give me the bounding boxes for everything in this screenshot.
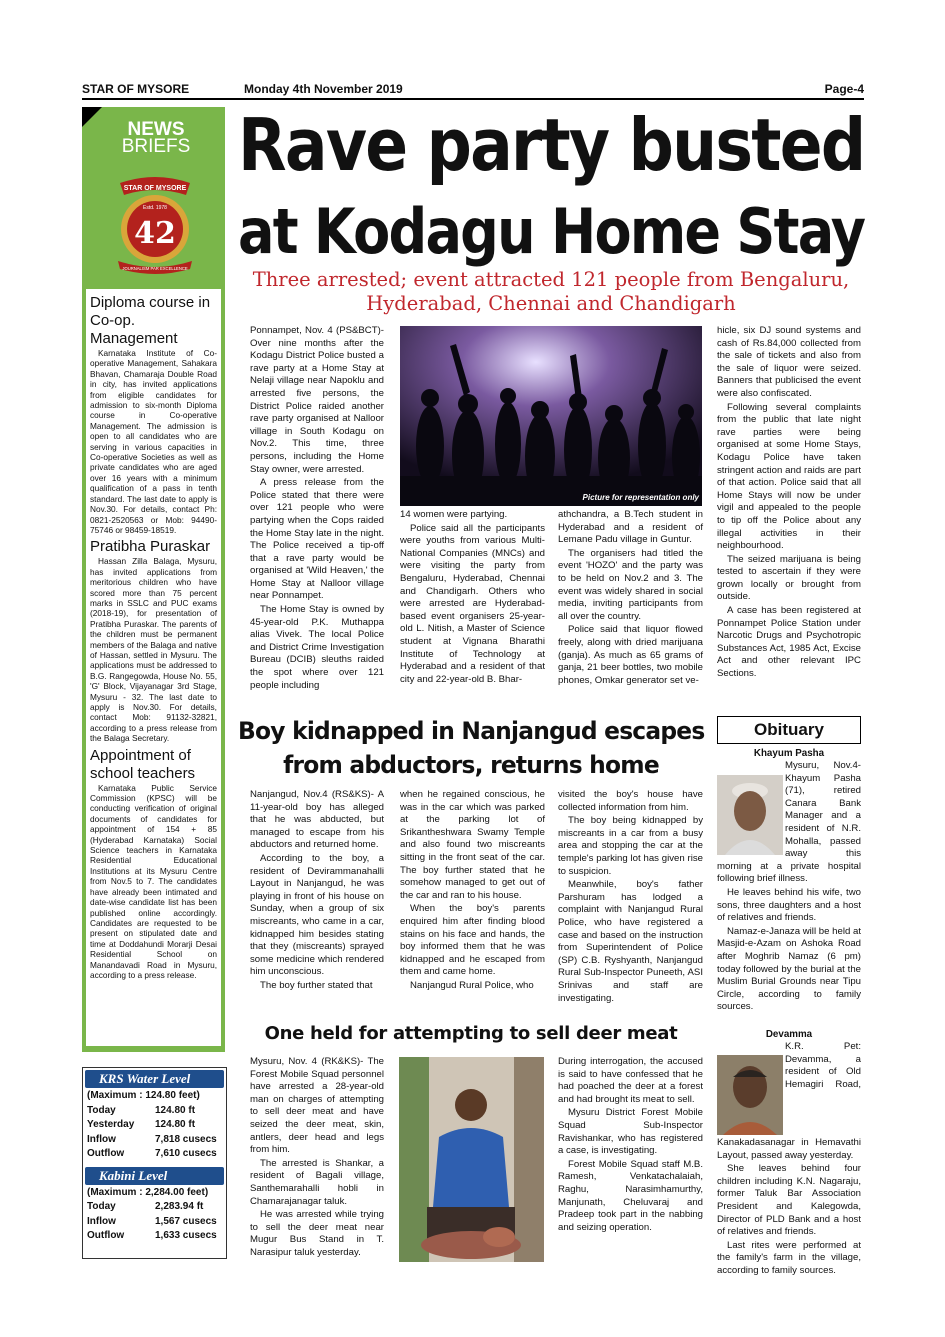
lead-subheadline xyxy=(238,268,864,316)
paragraph: Namaz-e-Janaza will be held at Masjid-e-Azam on Ashoka Road after Moghrib Namaz (6 pm) today followed by the burial at the Muslim Burial Grounds near Tipu Circle, according to family sources. xyxy=(717,925,861,1013)
paragraph: Following several complaints from the public that late night rave parties were being organised at some Home Stays, Kodagu Police have taken stringent action and raids are part of that action. Police said that all Home Stays will now be under vigil and appealed to the people to tip off the Police about any illegal activities in their neighbourhood. xyxy=(717,401,861,552)
kidnap-headline-line2: from abductors, returns home xyxy=(283,751,659,779)
paragraph: Nanjangud Rural Police, who xyxy=(410,979,534,991)
paragraph xyxy=(717,1041,861,1162)
lead-column-2 xyxy=(400,509,545,687)
row-label: Inflow xyxy=(87,1133,116,1145)
krs-row xyxy=(83,1134,226,1149)
paragraph: Last rites were performed at the family's farm in the village, according to family sources. xyxy=(717,1239,861,1276)
krs-row xyxy=(83,1119,226,1134)
obit-name-2: Devamma xyxy=(765,1029,813,1040)
logo-text: STAR OF MYSORE xyxy=(123,185,187,192)
photo-wrap-spacer xyxy=(717,1041,785,1137)
news-briefs-heading-line1: NEWS xyxy=(127,119,185,140)
kabini-title: Kabini Level xyxy=(85,1167,224,1185)
anniversary-logo xyxy=(110,169,200,281)
brief-title-line2: Co-op. Management xyxy=(90,312,178,347)
issue-date: Monday 4th November 2019 xyxy=(244,82,403,96)
row-value: 2,283.94 ft xyxy=(155,1201,204,1212)
logo-motto: JOURNALISM PAR EXCELLENCE xyxy=(122,266,188,271)
paragraph: Police said all the participants were youths from various Multi-National Companies (MNCs) and were visiting the party from Bengaluru, Hyderabad, Chennai and Chandigarh. Others who were arrested are Hyderabad-based event organisers 25-year-old L. Nitish, a Master of Science student at Vignana Bharathi Institute of Technology at Hyderabad and a resident of that city and 22-year-old B. Bhar- xyxy=(400,522,545,685)
kabini-row xyxy=(83,1230,226,1245)
paragraph: Mysuru District Forest Mobile Squad Sub-Inspector Ravishankar, who has registered a case, is investigating. xyxy=(558,1107,703,1157)
brief-body: Karnataka Public Service Commission (KPSC) will be conducting verification of original documents of candidates for appointment of 154 + 85 (Hyderabad Karnataka) Social Science teachers in Karnataka Residential Educational Institutions at its Mysuru Centre from Nov.5 to 7. The candidates have already been intimated and date-wise candidate list has been published online accordingly. Candidates are requested to be present on stipulated date and time at Doddahundi Morarji Desai Residential School on Manandavadi Road in Mysuru, according to a press release. xyxy=(90,782,217,980)
paragraph: She leaves behind four children including K.N. Nagaraju, former Taluk Bar Association President and Kalegowda, Director of PLD Bank and a host of relatives and friends. xyxy=(717,1163,861,1238)
logo-year: Estd. 1978 xyxy=(143,205,167,211)
lead-headline-line1: Rave party busted xyxy=(238,103,865,187)
brief-title xyxy=(90,294,217,348)
kidnap-headline-line1: Boy kidnapped in Nanjangud escapes xyxy=(238,717,705,745)
kidnap-headline xyxy=(238,714,704,782)
page-number: Page-4 xyxy=(824,82,864,96)
krs-row xyxy=(83,1105,226,1120)
paragraph: The Home Stay is owned by 45-year-old P.K. Muthappa alias Vivek. The local Police and District Crime Investigation Bureau (DCIB) sleuths raided the spot where over 121 people including xyxy=(250,604,384,691)
lead-column-1 xyxy=(250,325,384,693)
paragraph: Forest Mobile Squad staff M.B. Ramesh, Venkatachalaiah, Raghu, Narasimhamurthy, Manjunath, Cheluvaraj and Pradeep took part in the nabbing and seizing operation. xyxy=(558,1158,703,1233)
paragraph: The seized marijuana is being tested to ascertain if they were grown locally or brought from outside. xyxy=(717,553,861,603)
row-label: Yesterday xyxy=(87,1119,135,1130)
row-label: Today xyxy=(87,1104,116,1116)
photo-wrap-spacer xyxy=(717,760,785,856)
row-value: 124.80 ft xyxy=(155,1119,196,1130)
paragraph: The boy being kidnapped by miscreants in a car from a busy area and stopping the car at the temple's parking lot has given rise to suspicion. xyxy=(558,815,703,877)
paragraph xyxy=(717,760,861,886)
paragraph: athchandra, a B.Tech student in Hyderabad and a resident of Lemane Padu village in Guntur. xyxy=(558,509,703,546)
brief-title-line1: Diploma course in xyxy=(90,294,211,311)
paragraph: Nanjangud, Nov.4 (RS&KS)- A 11-year-old boy has alleged that he was abducted, but managed to escape from his abductors and returned home. xyxy=(250,789,384,851)
obituary-heading: Obituary xyxy=(754,720,824,739)
krs-max: (Maximum : 124.80 feet) xyxy=(87,1090,200,1101)
subhead-line1: Three arrested; event attracted 121 people from Bengaluru, xyxy=(252,268,850,291)
paragraph: He leaves behind his wife, two sons, three daughters and a host of relatives and friends. xyxy=(717,886,861,924)
subhead-line2: Hyderabad, Chennai and Chandigarh xyxy=(366,292,736,315)
row-label: Today xyxy=(87,1201,116,1212)
rave-party-photo xyxy=(400,326,702,506)
brief-title xyxy=(90,747,217,783)
paragraph: Meanwhile, boy's father Parshuram has lodged a complaint with Nanjangud Rural Police, who have registered a case and based on the instruction from Superintendent of Police (SP) C.B. Ryshyanth, Nanjangud Rural Sub-Inspector Puneeth, ASI Srinivas and staff are investigating. xyxy=(558,879,703,1004)
deer-headline: One held for attempting to sell deer meat xyxy=(264,1023,678,1044)
brief-title-line1: Appointment of xyxy=(90,746,191,764)
lead-column-3 xyxy=(558,509,703,688)
row-label: Outflow xyxy=(87,1230,125,1241)
kidnap-column-1 xyxy=(250,789,384,994)
row-value: 7,610 cusecs xyxy=(155,1148,217,1159)
brief-body: Karnataka Institute of Co-operative Management, Sahakara Bhavan, Chamaraja Double Road in city, has invited applications from eligible candidates for admission to six-month Diploma course in Co-operative Management. The admission is open to all candidates who are serving in various capacities in Co-operative Societies as well as private candidates who are aged over 16 years with a minimum qualification of a pass in tenth standard. The last date to apply is Nov.30. For details, contact Ph: 0821-2520563 or Mob: 94490-75746 or 98459-18519. xyxy=(90,348,217,535)
lead-column-4 xyxy=(717,325,861,682)
brief-item xyxy=(90,294,217,535)
kabini-row xyxy=(83,1216,226,1231)
row-value: 1,633 cusecs xyxy=(155,1230,217,1241)
kabini-max: (Maximum : 2,284.00 feet) xyxy=(87,1186,209,1198)
row-value: 1,567 cusecs xyxy=(155,1215,217,1227)
news-briefs-list xyxy=(86,289,221,1046)
brief-body: Hassan Zilla Balaga, Mysuru, has invited applications from meritorious children who have scored more than 75 percent marks in SSLC and PUC exams (2018-19), for presentation of Pratibha Puraskar. The parents of the children must be permanent members of the Balaga and native of Hassan, settled in Mysuru. The applications must be addressed to B.G. Rangegowda, House No. 55, 'G' Block, Vijayanagar 3rd Stage, Mysuru - 32. The last date to apply is Nov.30. For details, contact Mob: 91132-32821, according to a press release from the Balaga Secretary. xyxy=(90,556,217,744)
brief-title: Pratibha Puraskar xyxy=(90,538,211,556)
obit-name-1: Khayum Pasha xyxy=(753,748,825,759)
brief-item xyxy=(90,538,217,743)
news-briefs-sidebar xyxy=(82,107,225,1052)
photo-caption: Picture for representation only xyxy=(582,493,699,502)
news-briefs-heading-line2: BRIEFS xyxy=(121,136,191,157)
paragraph: He was arrested while trying to sell the deer meat near Mugur Bus Stand in T. Narasipur taluk yesterday. xyxy=(250,1209,384,1258)
obit-text-1 xyxy=(717,760,861,1015)
paragraph: visited the boy's house have collected information from him. xyxy=(558,789,703,813)
arrested-man-illustration xyxy=(399,1057,544,1262)
paragraph: During interrogation, the accused is said to have confessed that he had poached the deer at a forest and had brought its meat to sell. xyxy=(558,1056,703,1105)
row-value: 7,818 cusecs xyxy=(155,1133,217,1145)
obituary-heading-box xyxy=(717,716,861,744)
paragraph: Police said that liquor flowed freely, along with dried marijuana (ganja). As much as 65 grams of ganja, 21 beer bottles, two mobile phones, Omkar generator set ve- xyxy=(558,624,703,686)
kabini-row xyxy=(83,1201,226,1216)
row-label: Outflow xyxy=(87,1148,125,1159)
brief-title-line2: school teachers xyxy=(90,764,196,782)
lead-headline-line2: at Kodagu Home Stay xyxy=(238,195,865,268)
krs-title: KRS Water Level xyxy=(85,1070,224,1088)
page-header xyxy=(82,80,864,100)
krs-row xyxy=(83,1148,226,1163)
paragraph: Mysuru, Nov. 4 (RK&KS)- The Forest Mobile Squad personnel have arrested a 28-year-old man on charges of attempting to sell deer meat and have seized the deer meat, skin, antlers, deer head and legs from him. xyxy=(250,1056,384,1156)
corner-triangle xyxy=(82,107,102,127)
news-briefs-heading xyxy=(108,121,204,155)
paragraph: hicle, six DJ sound systems and cash of Rs.84,000 collected from the sale of tickets and also from the sale of liquor were seized. Banners that publicised the event were also confiscated. xyxy=(717,325,861,399)
paragraph: A press release from the Police stated that there were over 121 people who were partying when the Cops raided the Home Stay late in the night. The Police received a tip-off that a rave party would be organised at 'Wild Heaven,' the Home Stay at Nalloor village near Ponnampet. xyxy=(250,477,384,602)
deer-column-3 xyxy=(558,1056,703,1235)
logo-number: 42 xyxy=(134,216,176,251)
kidnap-column-3 xyxy=(558,789,703,1006)
obit-para: Mysuru, Nov.4- Khayum Pasha (71), retired Canara Bank Manager and a resident of N.R. Mohalla, passed away this morning at a private hospital following brief illness. xyxy=(717,760,861,885)
paragraph: According to the boy, a resident of Devirammanahalli Layout in Nanjangud, he was playing in front of his house on Sunday, when a group of six miscreants, who came in a car, kidnapped him besides stating that they (miscreants) sprayed some medicine which rendered him unconscious. xyxy=(250,852,384,978)
paragraph: when he regained conscious, he was in the car which was parked at the parking lot of Srikantheshwara Swamy Temple and also found two miscreants sitting in the front seat of the car. The boy further stated that he somehow managed to get out of the car and ran to his house. xyxy=(400,789,545,901)
paragraph: When the boy's parents enquired him after finding blood stains on his face and hands, the boy informed them that he was kidnapped and he escaped from them and came home. xyxy=(400,903,545,978)
row-label: Inflow xyxy=(87,1215,116,1227)
paragraph: The arrested is Shankar, a resident of Bagali village, Santhemarahalli hobli in Chamarajanagar taluk. xyxy=(250,1157,384,1207)
crowd-illustration xyxy=(400,326,702,506)
paragraph: The boy further stated that xyxy=(260,979,373,991)
obit-para: K.R. Pet: Devamma, a resident of Old Hemagiri Road, Kanakadasanagar in Hemavathi Layout, passed away yesterday. xyxy=(717,1041,861,1161)
brief-item xyxy=(90,747,217,981)
obit-text-2 xyxy=(717,1041,861,1279)
paper-name: STAR OF MYSORE xyxy=(82,82,190,96)
paragraph: 14 women were partying. xyxy=(400,509,508,520)
deer-column-1 xyxy=(250,1056,384,1261)
reservoir-levels-box xyxy=(82,1067,227,1259)
row-value: 124.80 ft xyxy=(155,1104,196,1116)
kidnap-column-2 xyxy=(400,789,545,994)
paragraph: The organisers had titled the event 'HOZO' and the party was to be held on Nov.2 and 3. The event was widely shared in social media, inviting participants from all over the country. xyxy=(558,547,703,622)
paragraph: A case has been registered at Ponnampet Police Station under Narcotic Drugs and Psychotropic Substances Act, 1985 Act, Excise Act and other relevant IPC Sections. xyxy=(717,605,861,680)
paragraph: Ponnampet, Nov. 4 (PS&BCT)- Over nine months after the Kodagu District Police busted a rave party at a Home Stay at Nelaji village near Napoklu and arrested five persons, the District Police raided another rave party organised at Nalloor village in South Kodagu on Nov.2. This time, three persons, including the Home Stay owner, were arrested. xyxy=(250,325,384,475)
deer-meat-photo xyxy=(399,1057,544,1262)
